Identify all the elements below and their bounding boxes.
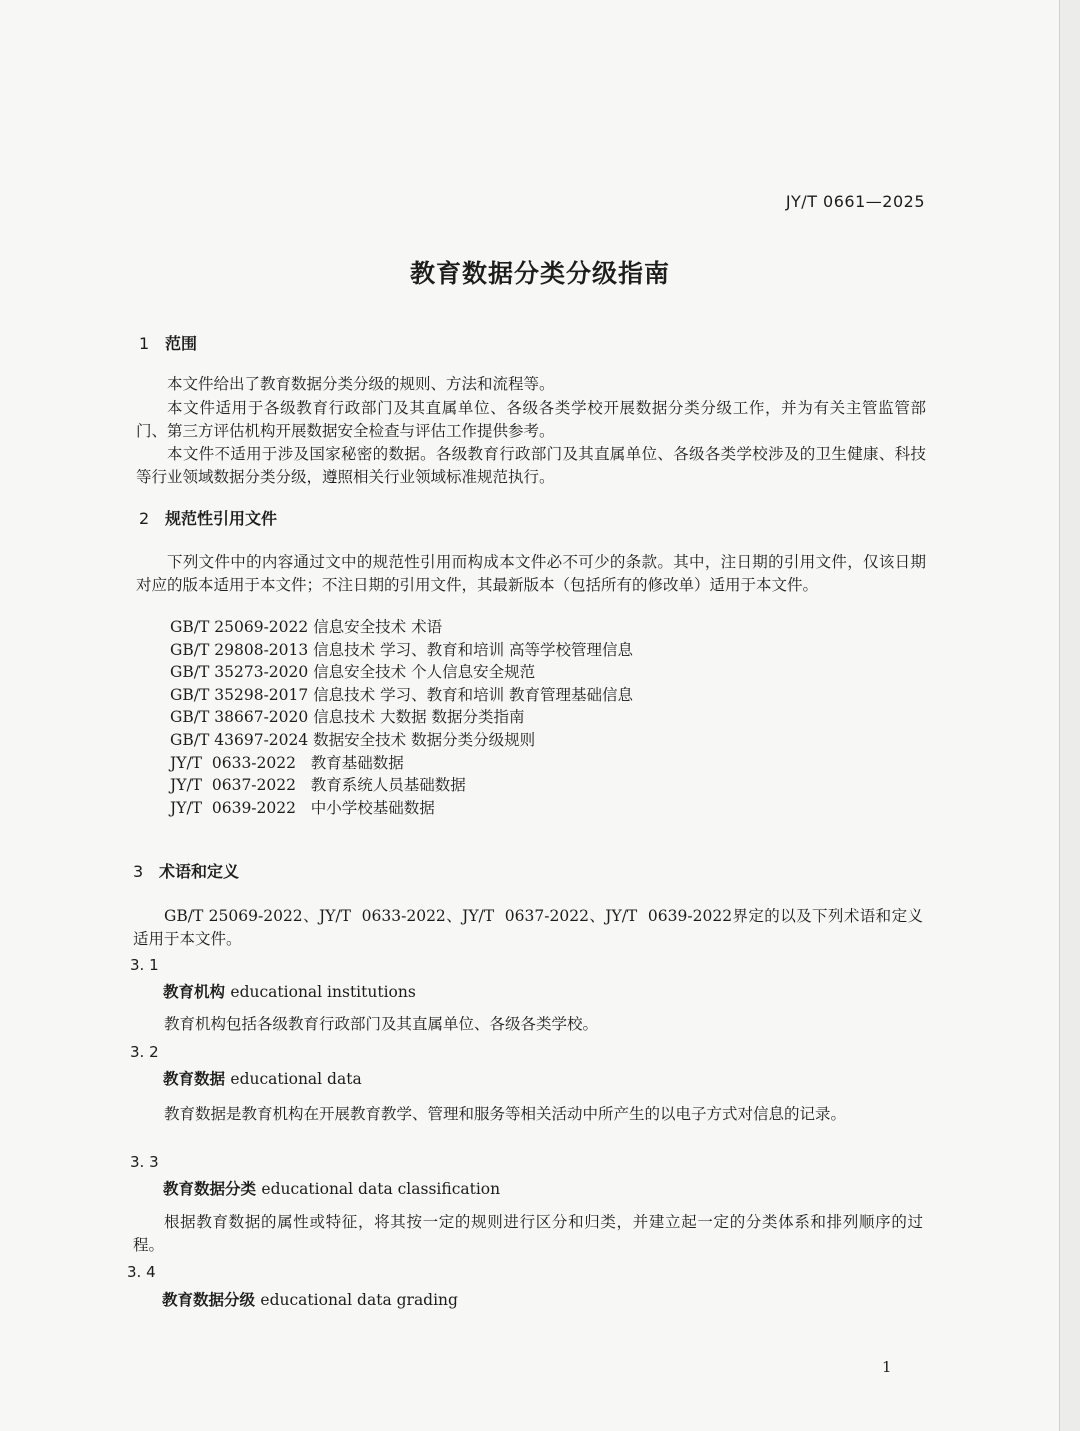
term-number: 3. 2: [130, 1043, 159, 1061]
section-title: 规范性引用文件: [165, 509, 278, 528]
standard-code: JY/T 0661—2025: [785, 192, 925, 211]
reference-item: GB/T 43697-2024 数据安全技术 数据分类分级规则: [170, 731, 536, 749]
section-title: 范围: [165, 334, 198, 353]
term-zh: 教育数据: [163, 1069, 226, 1088]
paragraph: GB/T 25069-2022、JY/T 0633-2022、JY/T 0637-2022、JY/T 0639-2022界定的以及下列术语和定义适用于本文件。: [133, 907, 923, 948]
term-number: 3. 1: [130, 956, 159, 974]
term-entry: [163, 980, 416, 1002]
term-zh: 教育数据分级: [162, 1290, 256, 1309]
paragraph: 本文件适用于各级教育行政部门及其直属单位、各级各类学校开展数据分类分级工作，并为有关主管监管部门、第三方评估机构开展数据安全检查与评估工作提供参考。: [136, 399, 926, 440]
section-title: 术语和定义: [159, 862, 240, 881]
term-en: educational data: [230, 1070, 362, 1088]
term-entry: [163, 1177, 500, 1199]
document-title: 教育数据分类分级指南: [409, 259, 670, 288]
section-heading-scope: [139, 331, 197, 354]
section-number: 1: [139, 334, 150, 353]
paragraph: 本文件给出了教育数据分类分级的规则、方法和流程等。: [167, 375, 555, 393]
paragraph: 本文件不适用于涉及国家秘密的数据。各级教育行政部门及其直属单位、各级各类学校涉及的卫生健康、科技等行业领域数据分类分级，遵照相关行业领域标准规范执行。: [136, 445, 926, 486]
term-zh: 教育机构: [163, 982, 226, 1001]
reference-item: GB/T 35273-2020 信息安全技术 个人信息安全规范: [170, 663, 536, 682]
term-en: educational data classification: [261, 1180, 501, 1198]
section-number: 2: [139, 509, 150, 528]
reference-item: JY/T 0633-2022 教育基础数据: [170, 753, 404, 772]
reference-item: JY/T 0637-2022 教育系统人员基础数据: [170, 776, 466, 795]
reference-item: GB/T 25069-2022 信息安全技术 术语: [170, 618, 443, 636]
scan-page-edge: [1059, 0, 1080, 1431]
section-number: 3: [133, 862, 144, 881]
reference-item: JY/T 0639-2022 中小学校基础数据: [170, 798, 435, 817]
term-entry: [162, 1288, 458, 1310]
section-heading-normative-references: [139, 506, 277, 529]
term-definition: 教育机构包括各级教育行政部门及其直属单位、各级各类学校。: [164, 1015, 599, 1033]
term-definition: 教育数据是教育机构在开展教育教学、管理和服务等相关活动中所产生的以电子方式对信息的记录。: [164, 1105, 847, 1123]
term-en: educational data grading: [260, 1291, 458, 1309]
page-number: 1: [882, 1358, 892, 1376]
term-zh: 教育数据分类: [163, 1179, 257, 1198]
term-en: educational institutions: [230, 983, 416, 1001]
section-heading-terms-definitions: [133, 859, 239, 882]
reference-item: GB/T 35298-2017 信息技术 学习、教育和培训 教育管理基础信息: [170, 685, 634, 704]
term-number: 3. 4: [127, 1263, 156, 1281]
reference-item: GB/T 29808-2013 信息技术 学习、教育和培训 高等学校管理信息: [170, 640, 634, 659]
paragraph: 下列文件中的内容通过文中的规范性引用而构成本文件必不可少的条款。其中，注日期的引用文件，仅该日期对应的版本适用于本文件；不注日期的引用文件，其最新版本（包括所有的修改单）适用于本文件。: [136, 553, 926, 594]
reference-item: GB/T 38667-2020 信息技术 大数据 数据分类指南: [170, 708, 525, 727]
term-number: 3. 3: [130, 1153, 159, 1171]
term-entry: [163, 1067, 362, 1089]
term-definition: 根据教育数据的属性或特征，将其按一定的规则进行区分和归类，并建立起一定的分类体系和排列顺序的过程。: [133, 1213, 923, 1254]
